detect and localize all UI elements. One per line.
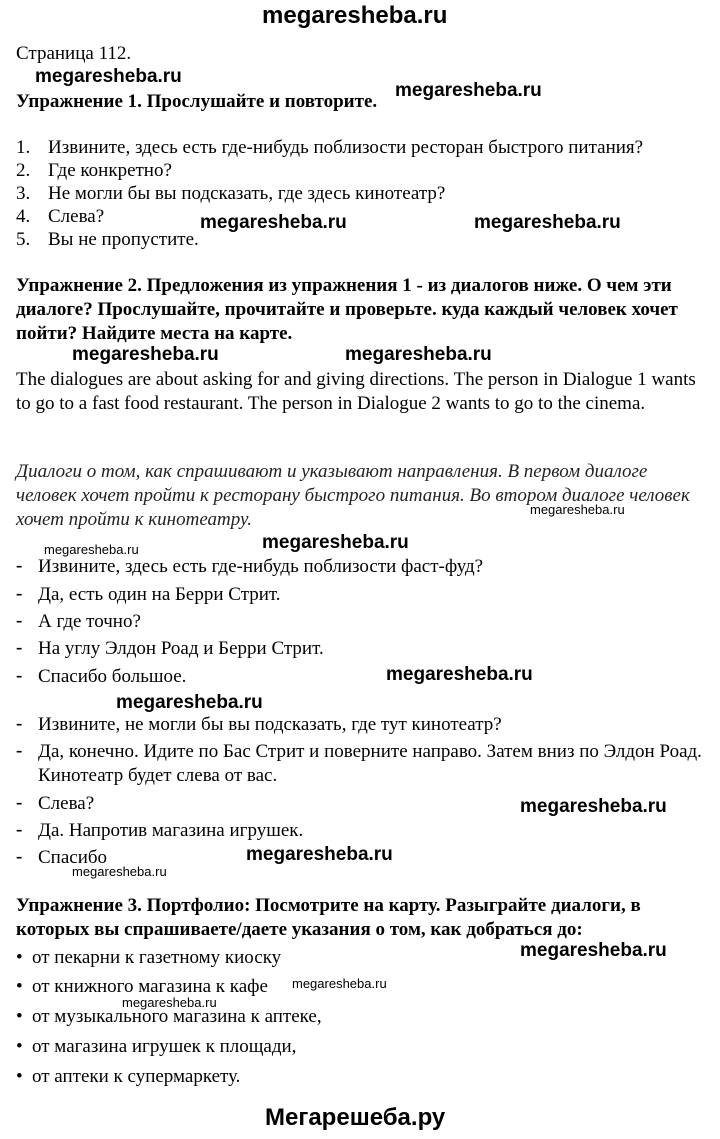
ex1-item-text: Где конкретно?: [48, 160, 172, 181]
site-title-bottom: Мегарешеба.ру: [265, 1104, 446, 1131]
ex1-item-text: Не могли бы вы подсказать, где здесь кинотеатр?: [48, 183, 446, 204]
dialogue-line: Слева?: [38, 793, 95, 814]
dash-marker: -: [16, 846, 23, 867]
dash-marker: -: [16, 665, 23, 686]
dialogue-line: Да. Напротив магазина игрушек.: [38, 820, 304, 841]
dash-marker: -: [16, 713, 23, 734]
watermark: megaresheba.ru: [262, 532, 409, 553]
ex3-item: от аптеки к супермаркету.: [32, 1066, 241, 1087]
ex1-item-text: Вы не пропустите.: [48, 229, 199, 250]
ex2-heading: Упражнение 2. Предложения из упражнения 1 - из диалогов ниже. О чем эти диалоге? Прослушайте, прочитайте и проверьте. куда каждый человек хочет пойти? Найдите места на карте.: [16, 275, 678, 344]
watermark: megaresheba.ru: [122, 995, 217, 1010]
dash-marker: -: [16, 555, 23, 576]
site-title-top: megaresheba.ru: [262, 2, 448, 29]
ex2-russian-answer: Диалоги о том, как спрашивают и указывают направления. В первом диалоге человек хочет пройти к ресторану быстрого питания. Во втором диалоге человек хочет пройти к кинотеатру.: [16, 461, 690, 530]
dialogue-line: На углу Элдон Роад и Берри Стрит.: [38, 638, 324, 659]
watermark: megaresheba.ru: [35, 66, 182, 87]
ex3-item: от книжного магазина к кафе: [32, 976, 268, 997]
watermark: megaresheba.ru: [200, 212, 347, 233]
dialogue-line: Да, конечно. Идите по Бас Стрит и поверните направо. Затем вниз по Элдон Роад. Кинотеатр будет слева от вас.: [38, 741, 702, 786]
watermark: megaresheba.ru: [520, 796, 667, 817]
dash-marker: -: [16, 740, 23, 761]
bullet-marker: •: [16, 1066, 23, 1087]
dash-marker: -: [16, 637, 23, 658]
ex1-item-num: 1.: [16, 137, 31, 158]
ex1-item-num: 2.: [16, 160, 31, 181]
page-label: Страница 112.: [16, 43, 132, 64]
ex3-item: от пекарни к газетному киоску: [32, 947, 282, 968]
dash-marker: -: [16, 792, 23, 813]
watermark: megaresheba.ru: [44, 542, 139, 557]
bullet-marker: •: [16, 947, 23, 968]
bullet-marker: •: [16, 1036, 23, 1057]
ex1-item-num: 3.: [16, 183, 31, 204]
ex3-item: от магазина игрушек к площади,: [32, 1036, 297, 1057]
ex2-english-answer: The dialogues are about asking for and giving directions. The person in Dialogue 1 wants to go to a fast food restaurant. The person in Dialogue 2 wants to go to the cinema.: [16, 369, 696, 414]
watermark: megaresheba.ru: [530, 502, 625, 517]
watermark: megaresheba.ru: [72, 864, 167, 879]
bullet-marker: •: [16, 1006, 23, 1027]
watermark: megaresheba.ru: [520, 940, 667, 961]
ex3-heading: Упражнение 3. Портфолио: Посмотрите на карту. Разыграйте диалоги, в которых вы спрашиваете/даете указания о том, как добраться до:: [16, 895, 641, 940]
watermark: megaresheba.ru: [345, 344, 492, 365]
bullet-marker: •: [16, 976, 23, 997]
dialogue-line: Да, есть один на Берри Стрит.: [38, 584, 281, 605]
dialogue-line: А где точно?: [38, 611, 141, 632]
ex3-item: от музыкального магазина к аптеке,: [32, 1006, 322, 1027]
watermark: megaresheba.ru: [395, 80, 542, 101]
ex1-heading: Упражнение 1. Прослушайте и повторите.: [16, 91, 378, 112]
watermark: megaresheba.ru: [474, 212, 621, 233]
dash-marker: -: [16, 610, 23, 631]
ex1-item-num: 4.: [16, 206, 31, 227]
watermark: megaresheba.ru: [72, 344, 219, 365]
watermark: megaresheba.ru: [116, 692, 263, 713]
watermark: megaresheba.ru: [246, 844, 393, 865]
watermark: megaresheba.ru: [292, 976, 387, 991]
dialogue-line: Спасибо: [38, 847, 108, 868]
dialogue-line: Извините, не могли бы вы подсказать, где тут кинотеатр?: [38, 714, 502, 735]
dialogue-line: Извините, здесь есть где-нибудь поблизости фаст-фуд?: [38, 556, 484, 577]
ex1-item-text: Извините, здесь есть где-нибудь поблизости ресторан быстрого питания?: [48, 137, 644, 158]
watermark: megaresheba.ru: [386, 664, 533, 685]
dash-marker: -: [16, 819, 23, 840]
dialogue-line: Спасибо большое.: [38, 666, 187, 687]
ex1-item-text: Слева?: [48, 206, 105, 227]
dash-marker: -: [16, 583, 23, 604]
ex1-item-num: 5.: [16, 229, 31, 250]
